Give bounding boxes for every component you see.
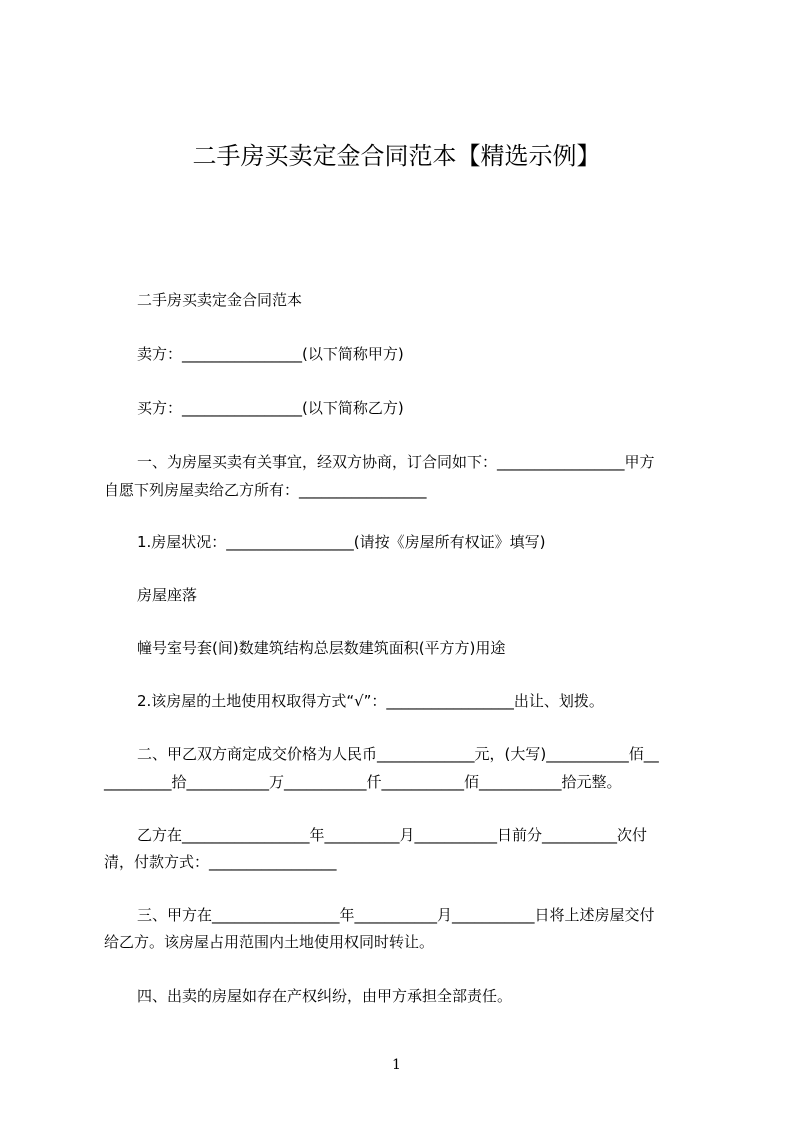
clause-1-line-1: 一、为房屋买卖有关事宜，经双方协商，订合同如下：_________________甲方: [137, 453, 655, 471]
clause-2-line-2: _________拾___________万___________仟___________佰___________拾元整。: [104, 773, 622, 791]
house-details-line: 幢号室号套(间)数建筑结构总层数建筑面积(平方方)用途: [137, 639, 506, 657]
payment-line-2: 清，付款方式：_________________: [104, 853, 337, 871]
house-status-line: 1.房屋状况：_________________(请按《房屋所有权证》填写): [137, 533, 546, 551]
house-location-line: 房屋座落: [137, 586, 198, 604]
payment-line-1: 乙方在_________________年__________月___________日前分__________次付: [137, 826, 648, 844]
contract-subtitle: 二手房买卖定金合同范本: [137, 291, 303, 309]
clause-3-line-1: 三、甲方在_________________年___________月___________日将上述房屋交付: [137, 906, 655, 924]
clause-4-line: 四、出卖的房屋如存在产权纠纷，由甲方承担全部责任。: [137, 987, 513, 1005]
buyer-line: 买方：________________(以下简称乙方): [137, 399, 404, 417]
land-use-line: 2.该房屋的土地使用权取得方式“√”：_________________出让、划拨。: [137, 692, 604, 710]
page-number: 1: [392, 1057, 401, 1073]
clause-2-line-1: 二、甲乙双方商定成交价格为人民币_____________元，(大写)___________佰__: [137, 745, 659, 763]
clause-1-line-2: 自愿下列房屋卖给乙方所有：_________________: [104, 481, 427, 499]
clause-3-line-2: 给乙方。该房屋占用范围内土地使用权同时转让。: [104, 933, 435, 951]
seller-line: 卖方：________________(以下简称甲方): [137, 345, 404, 363]
document-title: 二手房买卖定金合同范本【精选示例】: [192, 142, 601, 170]
